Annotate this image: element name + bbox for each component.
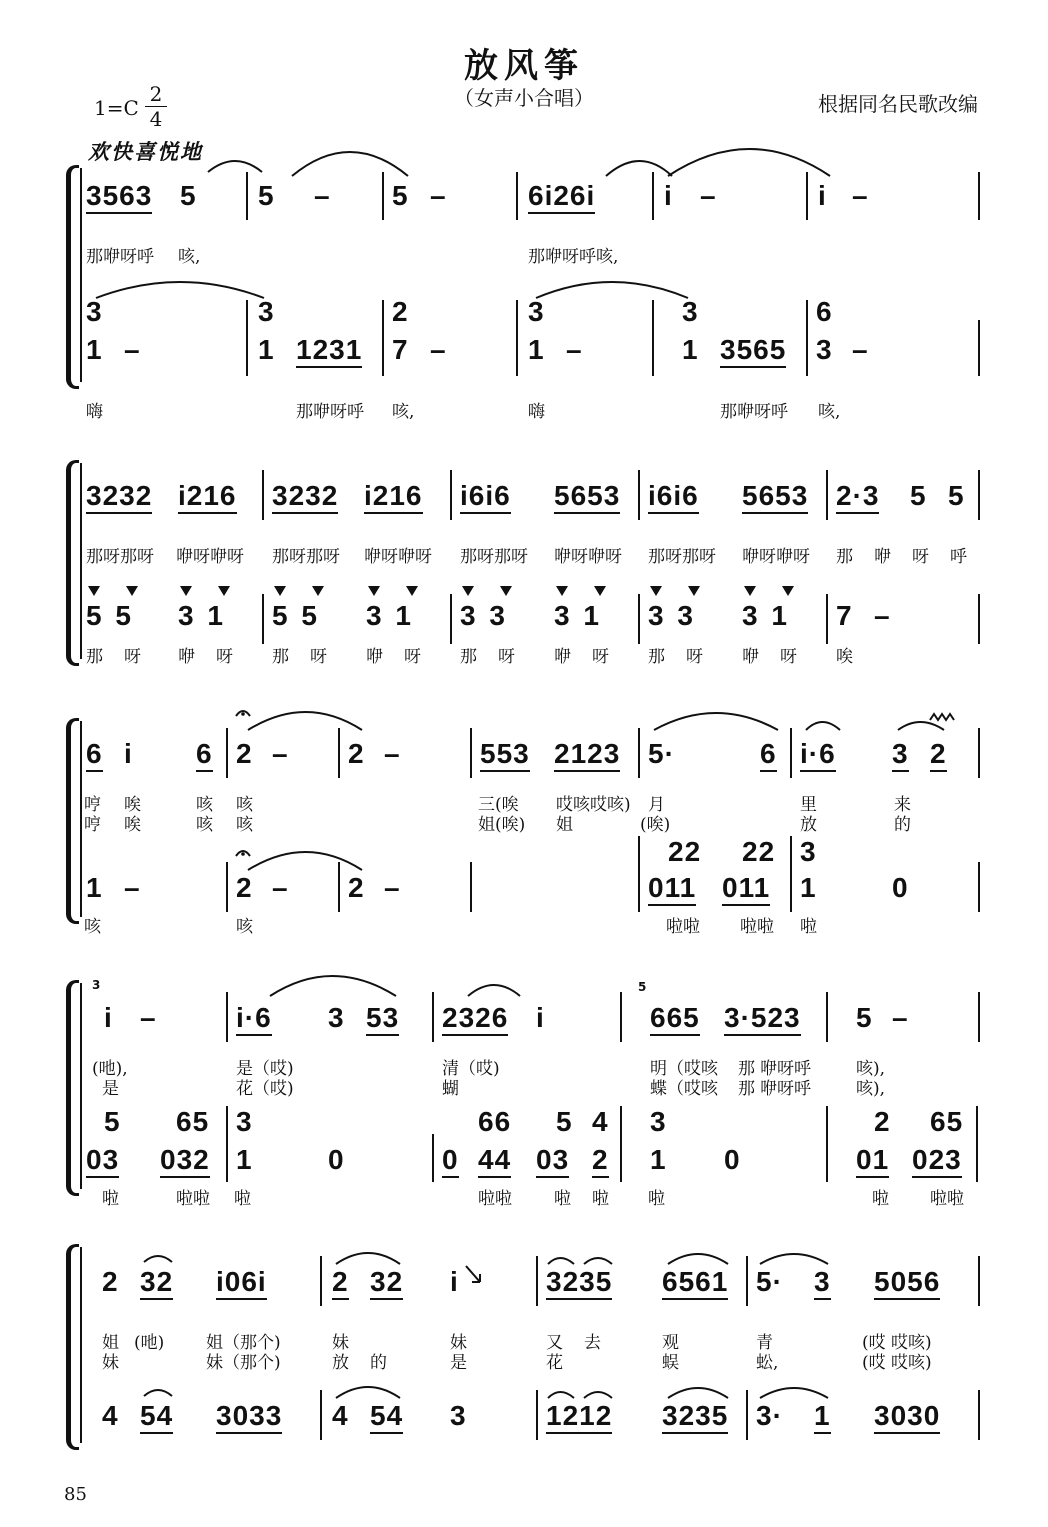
lyric: 咿呀咿呀 <box>554 547 622 567</box>
lyric: 呀 <box>780 647 797 667</box>
note-group: i·6 <box>236 1002 272 1036</box>
dash: – <box>874 600 891 631</box>
lyric: 唉 <box>836 647 853 667</box>
lyric: 那 <box>460 647 477 667</box>
dash: – <box>272 738 289 769</box>
note: i <box>818 180 827 211</box>
barline-end <box>978 470 980 520</box>
note: i <box>104 1002 113 1033</box>
note: 1 <box>258 334 275 365</box>
slurs <box>0 1240 1048 1270</box>
barline <box>638 594 640 644</box>
lyric: 蚣, <box>756 1353 779 1373</box>
note-group: 54 <box>370 1400 403 1434</box>
lyric: 啦啦 <box>666 917 700 937</box>
top-note: 2 <box>874 1106 891 1137</box>
meter-top: 2 <box>149 82 163 106</box>
lyric: 咳 <box>84 917 101 937</box>
lyric: 花（哎) <box>236 1079 294 1099</box>
lyric: (吔) <box>134 1333 165 1353</box>
note-group: 5653 <box>742 480 808 514</box>
arrangement-credit: 根据同名民歌改编 <box>818 92 978 116</box>
note-group: 3232 <box>86 480 152 514</box>
lyric: 咳 <box>196 795 213 815</box>
dash: – <box>124 872 141 903</box>
lyric: (吔), <box>92 1059 128 1079</box>
note-group: i216 <box>364 480 423 514</box>
meter-bottom: 4 <box>145 106 167 131</box>
lyric: 姐 <box>102 1333 119 1353</box>
note-pair: 3 1 <box>742 600 788 631</box>
lyric: 青 <box>756 1333 773 1353</box>
note: 1 <box>86 334 103 365</box>
note: 1 <box>236 1144 253 1175</box>
lyric: 咿呀咿呀 <box>176 547 244 567</box>
lyric: 观 <box>662 1333 679 1353</box>
note-group: 3·523 <box>724 1002 801 1036</box>
tempo-marking: 欢快喜悦地 <box>88 139 203 164</box>
lyric: 妹（那个) <box>206 1353 281 1373</box>
note: 5 <box>856 1002 873 1033</box>
lyric: 嗨 <box>86 402 103 422</box>
lyric: 咳 <box>236 917 253 937</box>
top-note: 5 <box>556 1106 573 1137</box>
dash: – <box>700 180 717 211</box>
barline <box>826 594 828 644</box>
note: 1 <box>800 872 817 903</box>
barline-end <box>976 1106 978 1182</box>
system-brace <box>66 980 79 1196</box>
top-note: 3 <box>682 296 699 327</box>
note: 2 <box>592 1144 609 1178</box>
dash: – <box>852 180 869 211</box>
lyric: 啦 <box>592 1189 609 1209</box>
top-note: 4 <box>592 1106 609 1137</box>
note-group: 53 <box>366 1002 399 1036</box>
lyric: 那呀那呀 <box>648 547 716 567</box>
note: i <box>664 180 673 211</box>
note: 1 <box>86 872 103 903</box>
note: 5 <box>180 180 197 211</box>
dash: – <box>314 180 331 211</box>
score-subtitle: （女声小合唱） <box>454 86 594 110</box>
note: 5 <box>392 180 409 211</box>
note: 3 <box>450 1400 467 1431</box>
dash: – <box>430 334 447 365</box>
system-brace <box>66 460 79 666</box>
system-brace <box>66 1244 79 1450</box>
note: 1 <box>650 1144 667 1175</box>
lyric: 啦啦 <box>930 1189 964 1209</box>
lyric: 呀 <box>912 547 929 567</box>
lyric: 哼 <box>84 795 101 815</box>
lyric: 是 <box>450 1353 467 1373</box>
dash: – <box>272 872 289 903</box>
dash: – <box>892 1002 909 1033</box>
lyric: 那 <box>738 1079 755 1099</box>
note: 7 <box>836 600 853 631</box>
barline <box>262 594 264 644</box>
barline <box>432 1134 434 1182</box>
note: 5· <box>756 1266 783 1297</box>
barline <box>226 1106 228 1182</box>
lyric: 是 <box>102 1079 119 1099</box>
top-note: 2 <box>392 296 409 327</box>
lyric: 清（哎) <box>442 1059 500 1079</box>
lyric: 啦 <box>800 917 817 937</box>
lyric: 呀 <box>404 647 421 667</box>
note-group: 01 <box>856 1144 889 1178</box>
lyric: 咳, <box>818 402 841 422</box>
barline <box>450 470 452 520</box>
system-brace <box>66 718 79 924</box>
lyric: 咿呀呼 <box>760 1059 811 1079</box>
note-group: 54 <box>140 1400 173 1434</box>
dash: – <box>430 180 447 211</box>
note-group: 03 <box>536 1144 569 1178</box>
barline <box>262 470 264 520</box>
lyric: 来 <box>894 795 911 815</box>
note-group: 553 <box>480 738 530 772</box>
note: 2 <box>930 738 947 772</box>
lyric: 啦 <box>234 1189 251 1209</box>
accent-marks <box>0 580 1048 604</box>
lyric: 那呀那呀 <box>460 547 528 567</box>
note-pair: 3 1 <box>554 600 600 631</box>
note: 6 <box>86 738 103 772</box>
top-note: 3 <box>86 296 103 327</box>
lyric: 那 <box>648 647 665 667</box>
note: 2 <box>236 872 253 903</box>
note: 4 <box>332 1400 349 1431</box>
lyric: 那 <box>738 1059 755 1079</box>
note: 2 <box>348 872 365 903</box>
note-group: 5056 <box>874 1266 940 1300</box>
lyric: 呀 <box>310 647 327 667</box>
note-group: 011 <box>648 872 696 906</box>
lyric: (唉) <box>640 815 671 835</box>
note-group: 023 <box>912 1144 962 1178</box>
lyric: 妹 <box>332 1333 349 1353</box>
key-signature: 1=C <box>94 96 139 120</box>
top-note: 65 <box>176 1106 210 1137</box>
note: 1 <box>682 334 699 365</box>
note: 1 <box>814 1400 831 1434</box>
lyric: 那咿呀呼 <box>86 247 154 267</box>
note: 2 <box>236 738 253 769</box>
barline <box>80 1132 82 1184</box>
note: i <box>124 738 133 769</box>
lyric: 那 <box>86 647 103 667</box>
lyric: 咳 <box>196 815 213 835</box>
lyric: 呀 <box>686 647 703 667</box>
note: 1 <box>528 334 545 365</box>
lyric: 那咿呀呼咳, <box>528 247 619 267</box>
lyric: 的 <box>370 1353 387 1373</box>
note-group: 3563 <box>86 180 152 214</box>
slurs <box>0 960 1048 1004</box>
note-group: 03 <box>86 1144 119 1178</box>
dash: – <box>140 1002 157 1033</box>
lyric: (哎 哎咳) <box>862 1353 932 1373</box>
lyric: 花 <box>546 1353 563 1373</box>
note-group: 3565 <box>720 334 786 368</box>
note-group: 32 <box>370 1266 403 1300</box>
rest: 0 <box>724 1144 741 1175</box>
lyric: 呀 <box>124 647 141 667</box>
lyric: 妹 <box>102 1353 119 1373</box>
lyric: 蝶（哎咳 <box>650 1079 718 1099</box>
lyric: 那呀那呀 <box>86 547 154 567</box>
lyric: 蝴 <box>442 1079 459 1099</box>
lyric: 啦 <box>648 1189 665 1209</box>
lyric: 啦啦 <box>176 1189 210 1209</box>
note: 3· <box>756 1400 783 1431</box>
note: 3 <box>328 1002 345 1033</box>
grace-note: 5 <box>638 980 647 994</box>
note-group: 6i26i <box>528 180 595 214</box>
note-group: 2326 <box>442 1002 508 1036</box>
note: 3 <box>814 1266 831 1300</box>
lyric: 那咿呀呼 <box>296 402 364 422</box>
lyric: 放 <box>800 815 817 835</box>
note: 0 <box>442 1144 459 1178</box>
lyric: (哎 哎咳) <box>862 1333 932 1353</box>
lyric: 妹 <box>450 1333 467 1353</box>
note: 3 <box>892 738 909 772</box>
note-group: 44 <box>478 1144 511 1178</box>
note-group: i06i <box>216 1266 267 1300</box>
note-group: 032 <box>160 1144 210 1178</box>
lyric: 咿 <box>178 647 195 667</box>
lyric: 咿 <box>742 647 759 667</box>
lyric: 呀 <box>498 647 515 667</box>
lyric: 啦 <box>554 1189 571 1209</box>
top-note: 3 <box>236 1106 253 1137</box>
top-note: 3 <box>528 296 545 327</box>
note-group: 3235 <box>662 1400 728 1434</box>
lyric: 咳 <box>236 795 253 815</box>
note-group: 32 <box>140 1266 173 1300</box>
top-note: 3 <box>800 836 817 867</box>
score-title: 放风筝 <box>464 46 584 86</box>
barline <box>80 594 82 644</box>
note-group: 6561 <box>662 1266 728 1300</box>
note-group: i216 <box>178 480 237 514</box>
lyric: 那呀那呀 <box>272 547 340 567</box>
lyric: 那咿呀呼 <box>720 402 788 422</box>
lyric: 啦啦 <box>478 1189 512 1209</box>
lyric: 呀 <box>216 647 233 667</box>
lyric: 姐（那个) <box>206 1333 281 1353</box>
ties-fermata <box>0 840 1048 880</box>
barline <box>826 1106 828 1182</box>
lyric: 咳, <box>178 247 201 267</box>
note-group: 3030 <box>874 1400 940 1434</box>
slurs <box>0 0 1048 260</box>
top-note: 3 <box>258 296 275 327</box>
note: 5 <box>258 180 275 211</box>
lyric: 里 <box>800 795 817 815</box>
barline-end <box>978 594 980 644</box>
lyric: 咿呀咿呀 <box>364 547 432 567</box>
note-group: 2123 <box>554 738 620 772</box>
note-group: 665 <box>650 1002 700 1036</box>
lyric: 那 <box>272 647 289 667</box>
lyric: 唉 <box>124 795 141 815</box>
note-pair: 3 1 <box>366 600 412 631</box>
rest: 0 <box>328 1144 345 1175</box>
lyric: 咳 <box>236 815 253 835</box>
note-group: 2·3 <box>836 480 879 514</box>
barline-end <box>978 320 980 376</box>
barline <box>638 470 640 520</box>
note-group: i6i6 <box>460 480 511 514</box>
lyric: 哎咳哎咳) <box>556 795 631 815</box>
note-group: 3033 <box>216 1400 282 1434</box>
note-group: 1212 <box>546 1400 612 1434</box>
lyric: 明（哎咳 <box>650 1059 718 1079</box>
note-pair: 5 5 <box>272 600 318 631</box>
note-pair: 3 3 <box>648 600 694 631</box>
note: 7 <box>392 334 409 365</box>
top-note: 6 <box>816 296 833 327</box>
dash: – <box>384 738 401 769</box>
note: i <box>536 1002 545 1033</box>
lyric: 咳), <box>856 1059 886 1079</box>
slurs-fermatas <box>0 700 1048 740</box>
top-note: 22 <box>742 836 776 867</box>
lyric: 又 <box>546 1333 563 1353</box>
top-note: 65 <box>930 1106 964 1137</box>
note-group: 5653 <box>554 480 620 514</box>
lyric: 那 <box>836 547 853 567</box>
lyric: 呀 <box>592 647 609 667</box>
lyric: 姐(唉) <box>478 815 526 835</box>
dash: – <box>852 334 869 365</box>
lyric: 姐 <box>556 815 573 835</box>
lyric: 三(唉 <box>478 795 519 815</box>
lyric: 呼 <box>950 547 967 567</box>
lyric: 嗨 <box>528 402 545 422</box>
note: 3 <box>816 334 833 365</box>
note-group: 1231 <box>296 334 362 368</box>
lyric: 月 <box>648 795 665 815</box>
lyric: 咳), <box>856 1079 886 1099</box>
dash: – <box>124 334 141 365</box>
lyric: 咿呀呼 <box>760 1079 811 1099</box>
note: 2 <box>332 1266 349 1300</box>
lyric: 唉 <box>124 815 141 835</box>
top-note: 5 <box>104 1106 121 1137</box>
note-pair: 5 5 <box>86 600 132 631</box>
note-pair: 3 3 <box>460 600 506 631</box>
barline <box>620 1106 622 1182</box>
note: i <box>450 1266 459 1297</box>
note: 5· <box>648 738 675 769</box>
dash: – <box>384 872 401 903</box>
top-note: 22 <box>668 836 702 867</box>
lyric: 啦啦 <box>740 917 774 937</box>
lyric: 咿 <box>366 647 383 667</box>
rest: 0 <box>892 872 909 903</box>
barline <box>450 594 452 644</box>
lyric: 咳, <box>392 402 415 422</box>
note-pair: 3 1 <box>178 600 224 631</box>
note-group: i·6 <box>800 738 836 772</box>
note: 5 <box>948 480 965 511</box>
lyric: 哼 <box>84 815 101 835</box>
top-note: 66 <box>478 1106 512 1137</box>
top-note: 3 <box>650 1106 667 1137</box>
lyric: 蜈 <box>662 1353 679 1373</box>
lyric: 咿 <box>554 647 571 667</box>
page-number: 85 <box>64 1484 87 1505</box>
note: 2 <box>348 738 365 769</box>
note: 4 <box>102 1400 119 1431</box>
note: 6 <box>196 738 213 772</box>
note-group: i6i6 <box>648 480 699 514</box>
barline <box>826 470 828 520</box>
note-group: 3235 <box>546 1266 612 1300</box>
note: 2 <box>102 1266 119 1297</box>
lyric: 啦 <box>872 1189 889 1209</box>
note-group: 3232 <box>272 480 338 514</box>
lyric: 啦 <box>102 1189 119 1209</box>
ties <box>0 260 1048 320</box>
lyric: 放 <box>332 1353 349 1373</box>
note: 6 <box>760 738 777 772</box>
lyric: 咿呀咿呀 <box>742 547 810 567</box>
slurs <box>0 1374 1048 1404</box>
lyric: 咿 <box>874 547 891 567</box>
grace-note: 3 <box>92 978 101 992</box>
note-group: 011 <box>722 872 770 906</box>
lyric: 的 <box>894 815 911 835</box>
note: 5 <box>910 480 927 511</box>
dash: – <box>566 334 583 365</box>
lyric: 是（哎) <box>236 1059 294 1079</box>
lyric: 去 <box>584 1333 601 1353</box>
